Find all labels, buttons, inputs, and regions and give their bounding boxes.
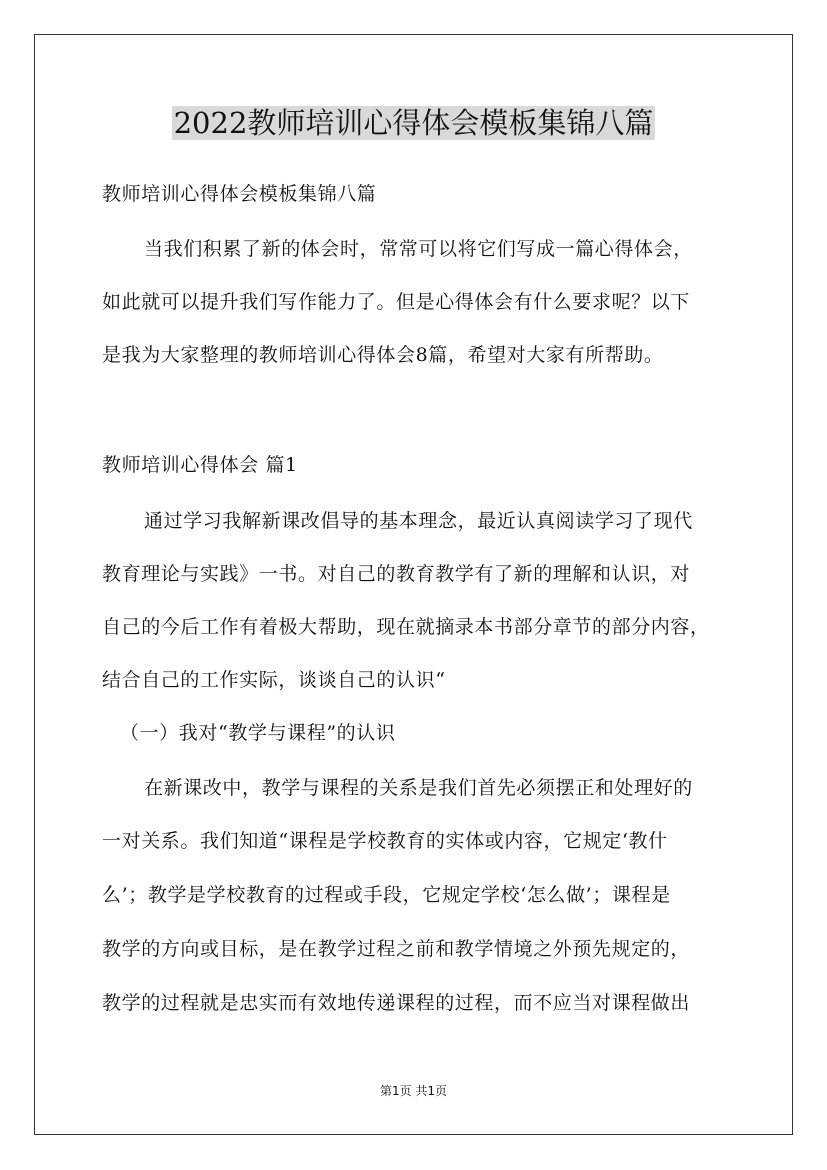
section-heading: 教师培训心得体会 篇1 [102, 454, 298, 476]
paragraph2-line-1: 在新课改中，教学与课程的关系是我们首先必须摆正和处理好的 [144, 777, 693, 799]
subheading: （一）我对“教学与课程”的认识 [120, 722, 396, 744]
document-title-text: 2022教师培训心得体会模板集锦八篇 [173, 106, 654, 140]
paragraph1-line-2: 教育理论与实践》一书。对自己的教育教学有了新的理解和认识，对 [102, 563, 691, 585]
paragraph1-line-3: 自己的今后工作有着极大帮助，现在就摘录本书部分章节的部分内容， [102, 616, 710, 638]
paragraph2-line-3: 么’；教学是学校教育的过程或手段，它规定学校‘怎么做’；课程是 [102, 884, 671, 906]
intro-line-1: 当我们积累了新的体会时，常常可以将它们写成一篇心得体会， [144, 238, 693, 260]
paragraph2-line-4: 教学的方向或目标，是在教学过程之前和教学情境之外预先规定的， [102, 938, 691, 960]
paragraph2-line-2: 一对关系。我们知道“课程是学校教育的实体或内容，它规定‘教什 [102, 830, 668, 852]
page-footer: 第1页 共1页 [379, 1084, 448, 1098]
document-title [0, 100, 827, 146]
paragraph2-line-5: 教学的过程就是忠实而有效地传递课程的过程，而不应当对课程做出 [102, 992, 691, 1014]
intro-line-2: 如此就可以提升我们写作能力了。但是心得体会有什么要求呢？以下 [102, 291, 691, 313]
document-subtitle: 教师培训心得体会模板集锦八篇 [102, 183, 377, 205]
paragraph1-line-1: 通过学习我解新课改倡导的基本理念，最近认真阅读学习了现代 [144, 510, 693, 532]
intro-line-3: 是我为大家整理的教师培训心得体会8篇，希望对大家有所帮助。 [102, 344, 664, 366]
paragraph1-line-4: 结合自己的工作实际，谈谈自己的认识“ [102, 669, 446, 691]
